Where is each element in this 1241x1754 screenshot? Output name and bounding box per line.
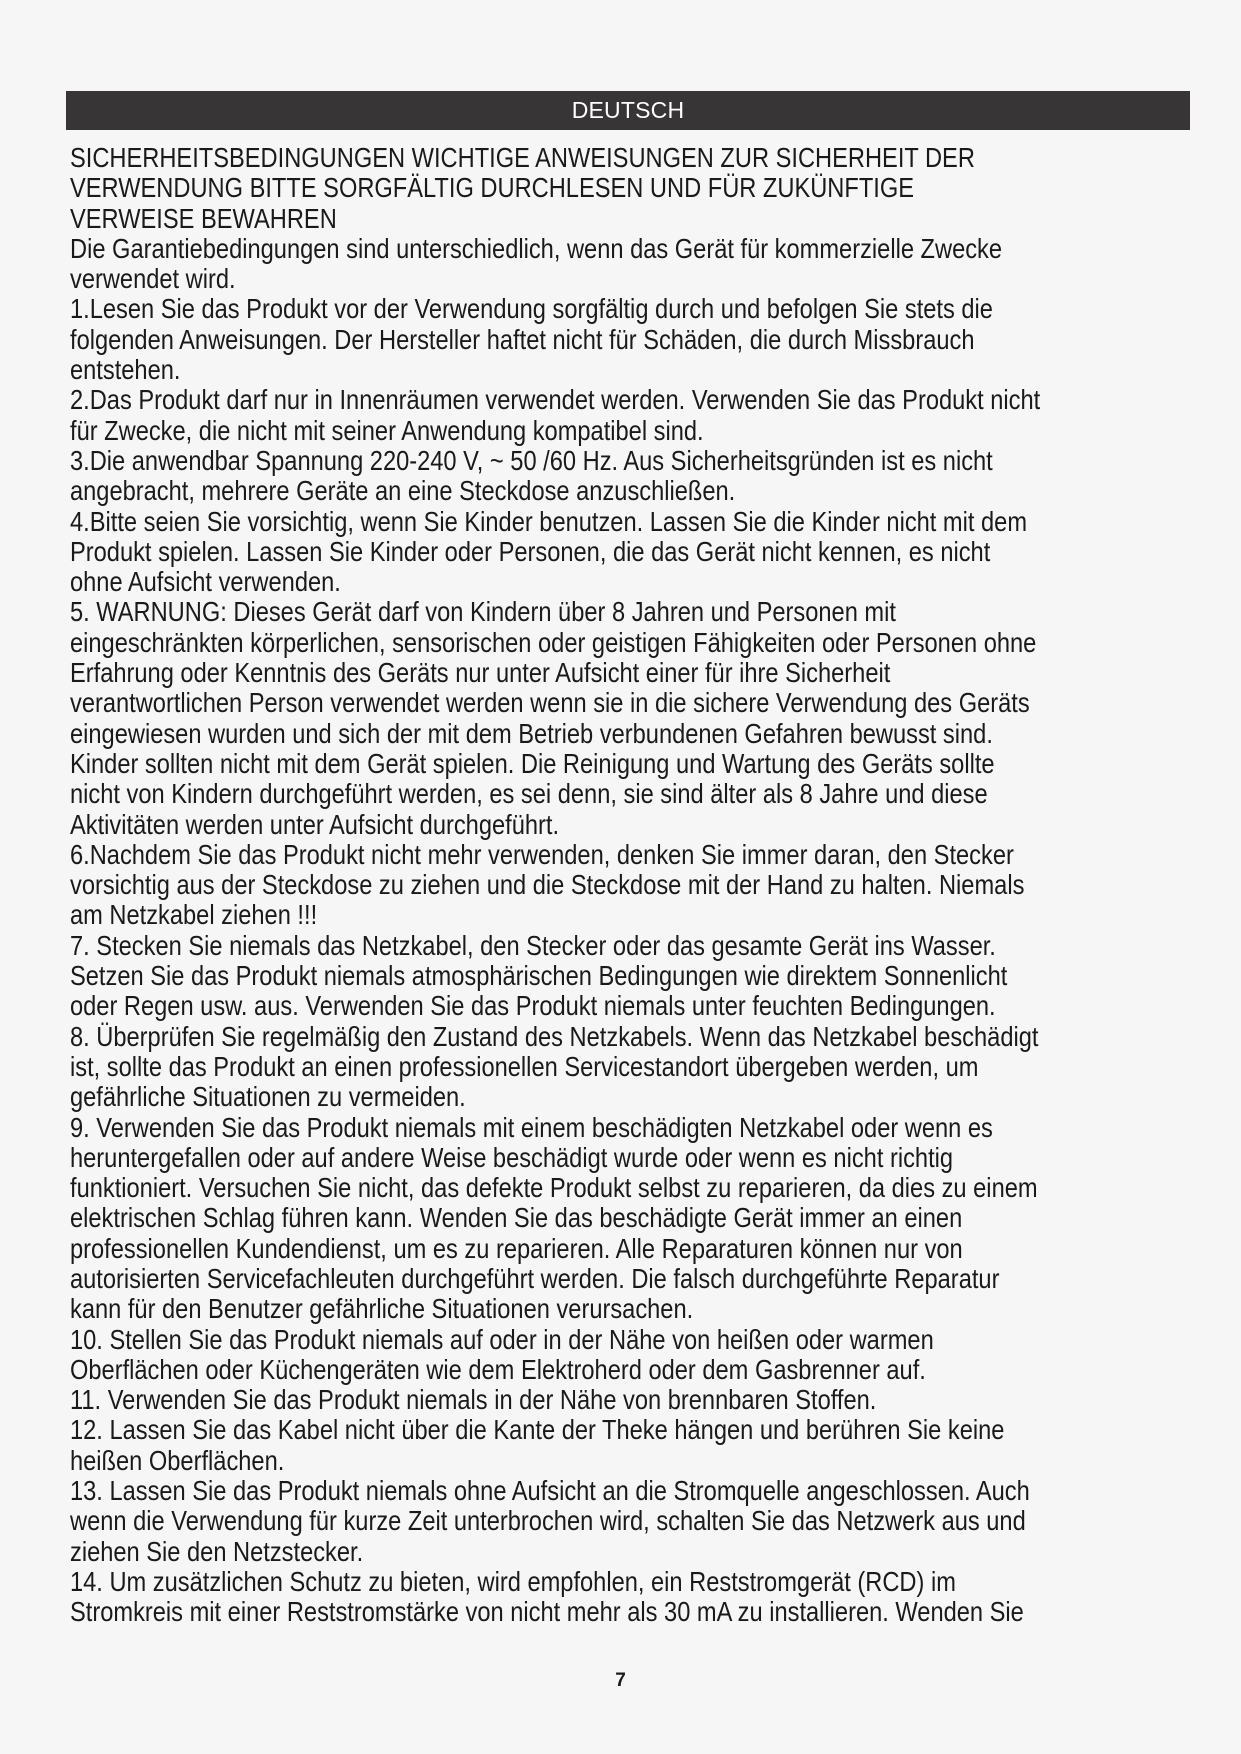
text-line: VERWENDUNG BITTE SORGFÄLTIG DURCHLESEN UND FÜR ZUKÜNFTIGE (70, 172, 915, 204)
text-line: eingewiesen wurden und sich der mit dem Betrieb verbundenen Gefahren bewusst sind. (70, 717, 993, 749)
safety-instructions-text (70, 143, 1188, 1628)
text-line: Kinder sollten nicht mit dem Gerät spielen. Die Reinigung und Wartung des Geräts sollte (70, 747, 995, 779)
text-line: 3.Die anwendbar Spannung 220-240 V, ~ 50 /60 Hz. Aus Sicherheitsgründen ist es nicht (70, 444, 993, 476)
text-line: verantwortlichen Person verwendet werden wenn sie in die sichere Verwendung des Geräts (70, 687, 1030, 719)
text-line: 2.Das Produkt darf nur in Innenräumen verwendet werden. Verwenden Sie das Produkt nicht (70, 384, 1041, 416)
text-line: 10. Stellen Sie das Produkt niemals auf oder in der Nähe von heißen oder warmen (70, 1323, 934, 1355)
language-header-bar (66, 91, 1190, 130)
text-line: folgenden Anweisungen. Der Hersteller haftet nicht für Schäden, die durch Missbrauch (70, 323, 975, 355)
text-line: gefährliche Situationen zu vermeiden. (70, 1081, 466, 1113)
text-line: für Zwecke, die nicht mit seiner Anwendung kompatibel sind. (70, 414, 704, 446)
text-line: entstehen. (70, 354, 181, 386)
text-line: SICHERHEITSBEDINGUNGEN WICHTIGE ANWEISUNGEN ZUR SICHERHEIT DER (70, 142, 975, 173)
text-line: ziehen Sie den Netzstecker. (70, 1535, 364, 1567)
text-line: ohne Aufsicht verwenden. (70, 566, 341, 598)
text-line: 14. Um zusätzlichen Schutz zu bieten, wird empfohlen, ein Reststromgerät (RCD) im (70, 1565, 956, 1597)
text-line: 1.Lesen Sie das Produkt vor der Verwendung sorgfältig durch und befolgen Sie stets die (70, 293, 993, 325)
text-line: wenn die Verwendung für kurze Zeit unterbrochen wird, schalten Sie das Netzwerk aus und (70, 1505, 1026, 1537)
text-line: verwendet wird. (70, 263, 236, 295)
page-number: 7 (615, 1670, 626, 1691)
text-line: Die Garantiebedingungen sind unterschiedlich, wenn das Gerät für kommerzielle Zwecke (70, 232, 1003, 264)
text-line: Erfahrung oder Kenntnis des Geräts nur unter Aufsicht einer für ihre Sicherheit (70, 657, 891, 689)
text-line: angebracht, mehrere Geräte an eine Steckdose anzuschließen. (70, 475, 736, 507)
text-line: am Netzkabel ziehen !!! (70, 899, 318, 931)
text-line: kann für den Benutzer gefährliche Situationen verursachen. (70, 1293, 694, 1325)
text-line: 12. Lassen Sie das Kabel nicht über die Kante der Theke hängen und berühren Sie keine (70, 1414, 1005, 1446)
text-line: ist, sollte das Produkt an einen professionellen Servicestandort übergeben werden, um (70, 1050, 979, 1082)
text-line: Aktivitäten werden unter Aufsicht durchgeführt. (70, 808, 560, 840)
text-line: 5. WARNUNG: Dieses Gerät darf von Kindern über 8 Jahren und Personen mit (70, 596, 896, 628)
text-line: 7. Stecken Sie niemals das Netzkabel, den Stecker oder das gesamte Gerät ins Wasser. (70, 929, 996, 961)
text-line: 13. Lassen Sie das Produkt niemals ohne Aufsicht an die Stromquelle angeschlossen. Auch (70, 1475, 1030, 1507)
text-line: vorsichtig aus der Steckdose zu ziehen und die Steckdose mit der Hand zu halten. Niemals (70, 869, 1025, 901)
language-label: DEUTSCH (571, 97, 685, 123)
text-line: Produkt spielen. Lassen Sie Kinder oder Personen, die das Gerät nicht kennen, es nicht (70, 535, 991, 567)
text-line: funktioniert. Versuchen Sie nicht, das defekte Produkt selbst zu reparieren, da dies zu einem (70, 1172, 1038, 1204)
text-line: VERWEISE BEWAHREN (70, 202, 337, 234)
text-line: autorisierten Servicefachleuten durchgeführt werden. Die falsch durchgeführte Reparatur (70, 1262, 1000, 1294)
text-line: elektrischen Schlag führen kann. Wenden Sie das beschädigte Gerät immer an einen (70, 1202, 963, 1234)
text-line: nicht von Kindern durchgeführt werden, es sei denn, sie sind älter als 8 Jahre und diese (70, 778, 988, 810)
text-line: eingeschränkten körperlichen, sensorischen oder geistigen Fähigkeiten oder Personen ohne (70, 626, 1037, 658)
text-line: 8. Überprüfen Sie regelmäßig den Zustand des Netzkabels. Wenn das Netzkabel beschädigt (70, 1020, 1039, 1052)
text-line: Stromkreis mit einer Reststromstärke von nicht mehr als 30 mA zu installieren. Wenden Sie (70, 1596, 1024, 1628)
text-line: Oberflächen oder Küchengeräten wie dem Elektroherd oder dem Gasbrenner auf. (70, 1353, 926, 1385)
text-line: 6.Nachdem Sie das Produkt nicht mehr verwenden, denken Sie immer daran, den Stecker (70, 838, 1014, 870)
text-line: oder Regen usw. aus. Verwenden Sie das Produkt niemals unter feuchten Bedingungen. (70, 990, 996, 1022)
text-line: heruntergefallen oder auf andere Weise beschädigt wurde oder wenn es nicht richtig (70, 1141, 954, 1173)
text-line: Setzen Sie das Produkt niemals atmosphärischen Bedingungen wie direktem Sonnenlicht (70, 960, 1008, 992)
text-line: 9. Verwenden Sie das Produkt niemals mit einem beschädigten Netzkabel oder wenn es (70, 1111, 993, 1143)
text-line: professionellen Kundendienst, um es zu reparieren. Alle Reparaturen können nur von (70, 1232, 963, 1264)
text-line: heißen Oberflächen. (70, 1444, 285, 1476)
text-line: 11. Verwenden Sie das Produkt niemals in der Nähe von brennbaren Stoffen. (70, 1384, 877, 1416)
text-line: 4.Bitte seien Sie vorsichtig, wenn Sie Kinder benutzen. Lassen Sie die Kinder nicht mit dem (70, 505, 1028, 537)
